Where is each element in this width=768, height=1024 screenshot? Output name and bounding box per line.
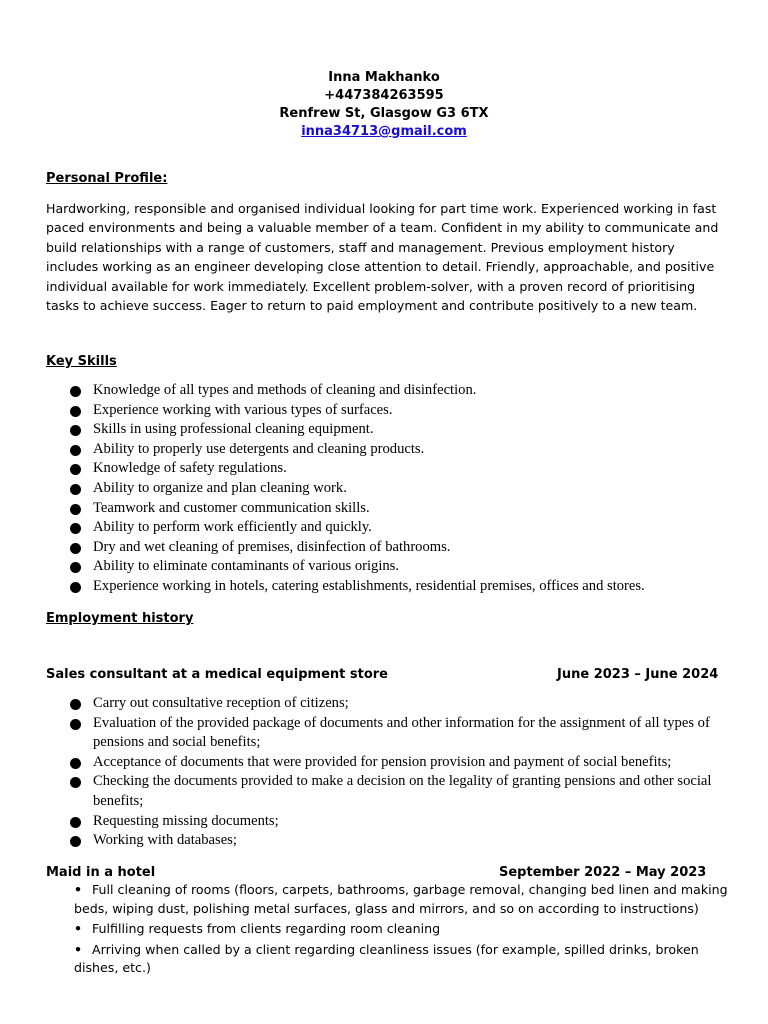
list-item: • Arriving when called by a client regarding cleanliness issues (for example, spilled drinks, broken dishes, etc.) [74,941,699,975]
bullet-icon: • [74,921,83,936]
profile-heading: Personal Profile: [46,171,168,186]
list-item: • Full cleaning of rooms (floors, carpets, bathrooms, garbage removal, changing bed linen and making beds, wiping dust, polishing metal surfaces, glass and mirrors, and so on according to instructions) [74,882,728,916]
list-item: Working with databases; [68,831,733,851]
list-item: Carry out consultative reception of citizens; [68,694,733,714]
job-dates: September 2022 – May 2023 [499,865,707,880]
job-title: Sales consultant at a medical equipment store [46,667,388,682]
list-item: Ability to organize and plan cleaning work. [68,479,733,499]
bullet-icon: • [74,941,83,957]
job-duties-list [74,881,734,980]
bullet-icon [70,425,81,436]
list-item: Dry and wet cleaning of premises, disinfection of bathrooms. [68,538,733,558]
job-title: Maid in a hotel [46,865,156,880]
address: Renfrew St, Glasgow G3 6TX [279,106,489,121]
bullet-icon [70,777,81,788]
list-item: Ability to properly use detergents and cleaning products. [68,440,733,460]
list-item: Requesting missing documents; [68,812,733,832]
employment-heading: Employment history [46,611,194,626]
bullet-icon [70,523,81,534]
bullet-icon [70,464,81,475]
job-dates: June 2023 – June 2024 [557,667,719,682]
bullet-icon [70,562,81,573]
bullet-icon [70,836,81,847]
bullet-icon [70,504,81,515]
bullet-icon [70,445,81,456]
job-duties-list [68,694,733,851]
bullet-icon [70,817,81,828]
list-item: • Fulfilling requests from clients regarding room cleaning [74,920,734,939]
bullet-icon [70,386,81,397]
list-item: Evaluation of the provided package of documents and other information for the assignment of all types of pensions and social benefits; [68,714,733,753]
bullet-icon: • [74,882,83,897]
skills-heading: Key Skills [46,354,117,369]
list-item: Acceptance of documents that were provided for pension provision and payment of social benefits; [68,753,733,773]
list-item: Skills in using professional cleaning equipment. [68,420,733,440]
bullet-icon [70,719,81,730]
list-item: Knowledge of all types and methods of cleaning and disinfection. [68,381,733,401]
bullet-icon [70,543,81,554]
list-item: Knowledge of safety regulations. [68,459,733,479]
skills-list [68,381,733,597]
profile-text: Hardworking, responsible and organised individual looking for part time work. Experienced working in fast paced environments and being a valuable member of a team. Confident in my ability to communicate and build relationships with a range of customers, staff and management. Previous employment history includes working as an engineer developing close attention to detail. Friendly, approachable, and positive individual available for work immediately. Excellent problem-solver, with a proven record of prioritising tasks to achieve success. Eager to return to paid employment and contribute positively to a new team. [46,201,719,314]
contact-header [0,69,768,141]
list-item: Ability to perform work efficiently and quickly. [68,518,733,538]
bullet-icon [70,406,81,417]
bullet-icon [70,582,81,593]
phone-number: +447384263595 [324,88,444,103]
candidate-name: Inna Makhanko [328,70,440,85]
bullet-icon [70,758,81,769]
bullet-icon [70,699,81,710]
bullet-icon [70,484,81,495]
list-item: Experience working with various types of surfaces. [68,401,733,421]
list-item: Checking the documents provided to make a decision on the legality of granting pensions and other social benefits; [68,772,733,811]
list-item: Experience working in hotels, catering establishments, residential premises, offices and stores. [68,577,733,597]
email-link[interactable]: inna34713@gmail.com [301,124,467,139]
list-item: Teamwork and customer communication skills. [68,499,733,519]
list-item: Ability to eliminate contaminants of various origins. [68,557,733,577]
